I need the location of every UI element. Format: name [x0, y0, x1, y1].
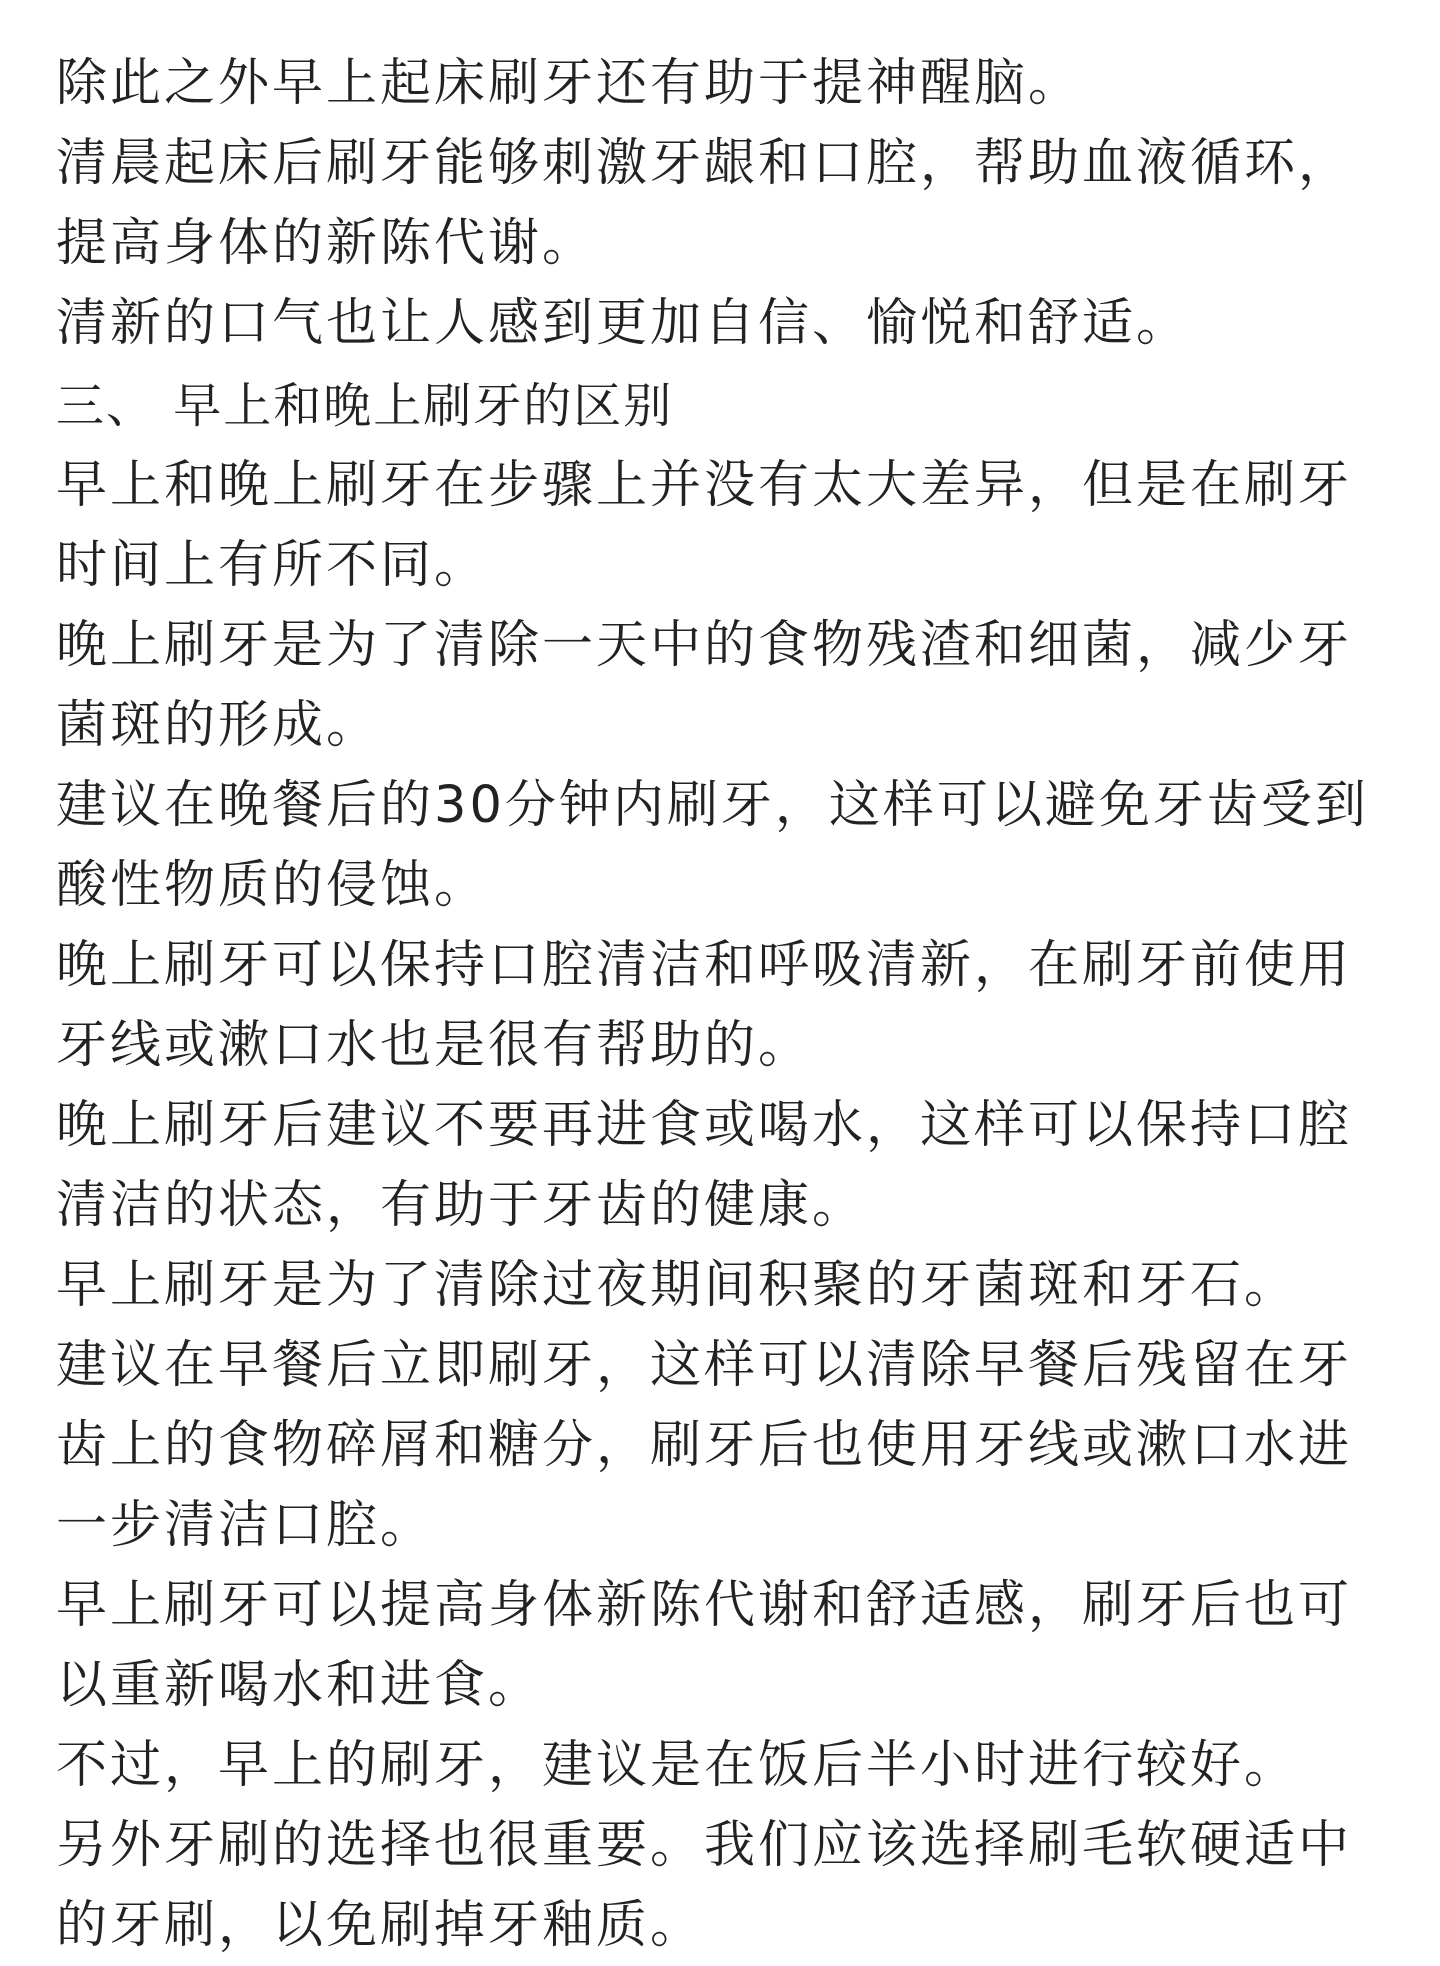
paragraph-line: 晚上刷牙是为了清除一天中的食物残渣和细菌，减少牙 — [56, 616, 1353, 675]
paragraph-line: 除此之外早上起床刷牙还有助于提神醒脑。 — [56, 54, 1083, 113]
paragraph-line: 清新的口气也让人感到更加自信、愉悦和舒适。 — [56, 294, 1191, 353]
paragraph-line: 早上和晚上刷牙在步骤上并没有太大差异，但是在刷牙 — [56, 456, 1353, 515]
paragraph-line: 的牙刷，以免刷掉牙釉质。 — [56, 1896, 705, 1955]
paragraph-line: 酸性物质的侵蚀。 — [56, 856, 489, 915]
paragraph-line: 早上刷牙是为了清除过夜期间积聚的牙菌斑和牙石。 — [56, 1256, 1299, 1315]
paragraph-line: 晚上刷牙可以保持口腔清洁和呼吸清新，在刷牙前使用 — [56, 936, 1353, 995]
paragraph-line: 提高身体的新陈代谢。 — [56, 214, 597, 273]
paragraph-line: 一步清洁口腔。 — [56, 1496, 435, 1555]
paragraph-line: 牙线或漱口水也是很有帮助的。 — [56, 1016, 813, 1075]
paragraph-line: 建议在晚餐后的30分钟内刷牙，这样可以避免牙齿受到 — [56, 776, 1369, 835]
article-body — [56, 44, 1396, 1966]
paragraph-line: 菌斑的形成。 — [56, 696, 381, 755]
paragraph-line: 以重新喝水和进食。 — [56, 1656, 543, 1715]
paragraph-line: 不过，早上的刷牙，建议是在饭后半小时进行较好。 — [56, 1736, 1299, 1795]
paragraph-line: 清洁的状态，有助于牙齿的健康。 — [56, 1176, 867, 1235]
paragraph-line: 另外牙刷的选择也很重要。我们应该选择刷毛软硬适中 — [56, 1816, 1353, 1875]
paragraph-line: 清晨起床后刷牙能够刺激牙龈和口腔，帮助血液循环， — [56, 134, 1353, 193]
paragraph-line: 建议在早餐后立即刷牙，这样可以清除早餐后残留在牙 — [56, 1336, 1353, 1395]
section-heading: 三、 早上和晚上刷牙的区别 — [56, 378, 674, 434]
paragraph-line: 早上刷牙可以提高身体新陈代谢和舒适感，刷牙后也可 — [56, 1576, 1353, 1635]
paragraph-line: 时间上有所不同。 — [56, 536, 489, 595]
paragraph-line: 晚上刷牙后建议不要再进食或喝水，这样可以保持口腔 — [56, 1096, 1353, 1155]
paragraph-line: 齿上的食物碎屑和糖分，刷牙后也使用牙线或漱口水进 — [56, 1416, 1353, 1475]
